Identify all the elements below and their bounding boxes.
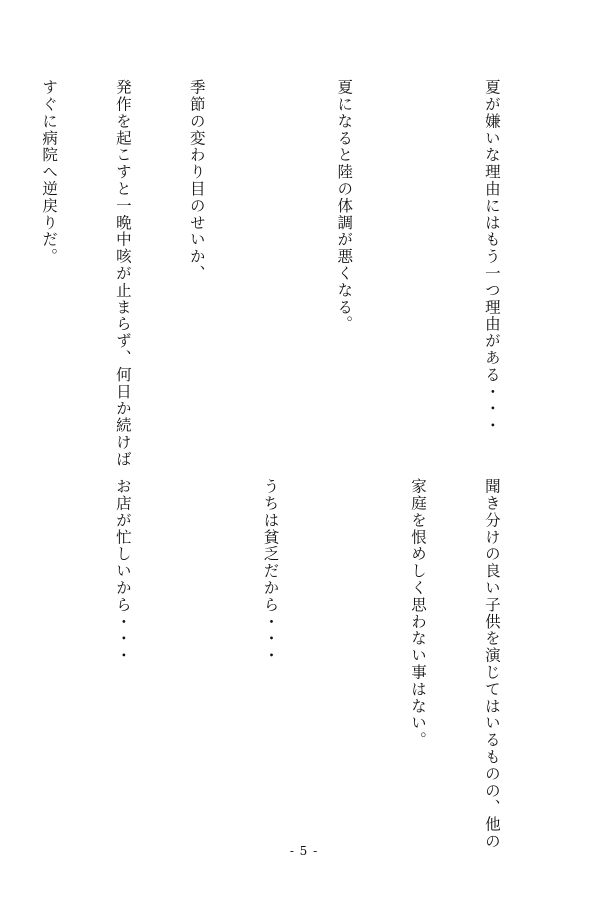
text-line [405, 79, 430, 469]
page-number: - 5 - [289, 844, 319, 858]
text-line [37, 478, 62, 838]
upper-text-block [0, 79, 553, 469]
text-line [258, 79, 283, 469]
text-line: お店が忙しいから・・・ [113, 478, 132, 664]
text-line: 夏になると陸の体調が悪くなる。 [335, 79, 354, 333]
text-line: 家庭を恨めしく思わない事はない。 [409, 478, 428, 749]
text-line: 発作を起こすと一晩中咳が止まらず、何日か続けば [113, 79, 132, 468]
text-line: 聞き分けの良い子供を演じてはいるものの、他の [482, 478, 501, 850]
lower-text-block [0, 478, 553, 850]
text-line: 季節の変わり目のせいか、 [187, 79, 206, 282]
text-line [332, 478, 357, 838]
text-line: すぐに病院へ逆戻りだ。 [40, 79, 59, 265]
text-line [184, 478, 209, 838]
text-line: 夏が嫌いな理由にはもう一つ理由がある・・・ [482, 79, 501, 434]
text-line: うちは貧乏だから・・・ [261, 478, 280, 664]
